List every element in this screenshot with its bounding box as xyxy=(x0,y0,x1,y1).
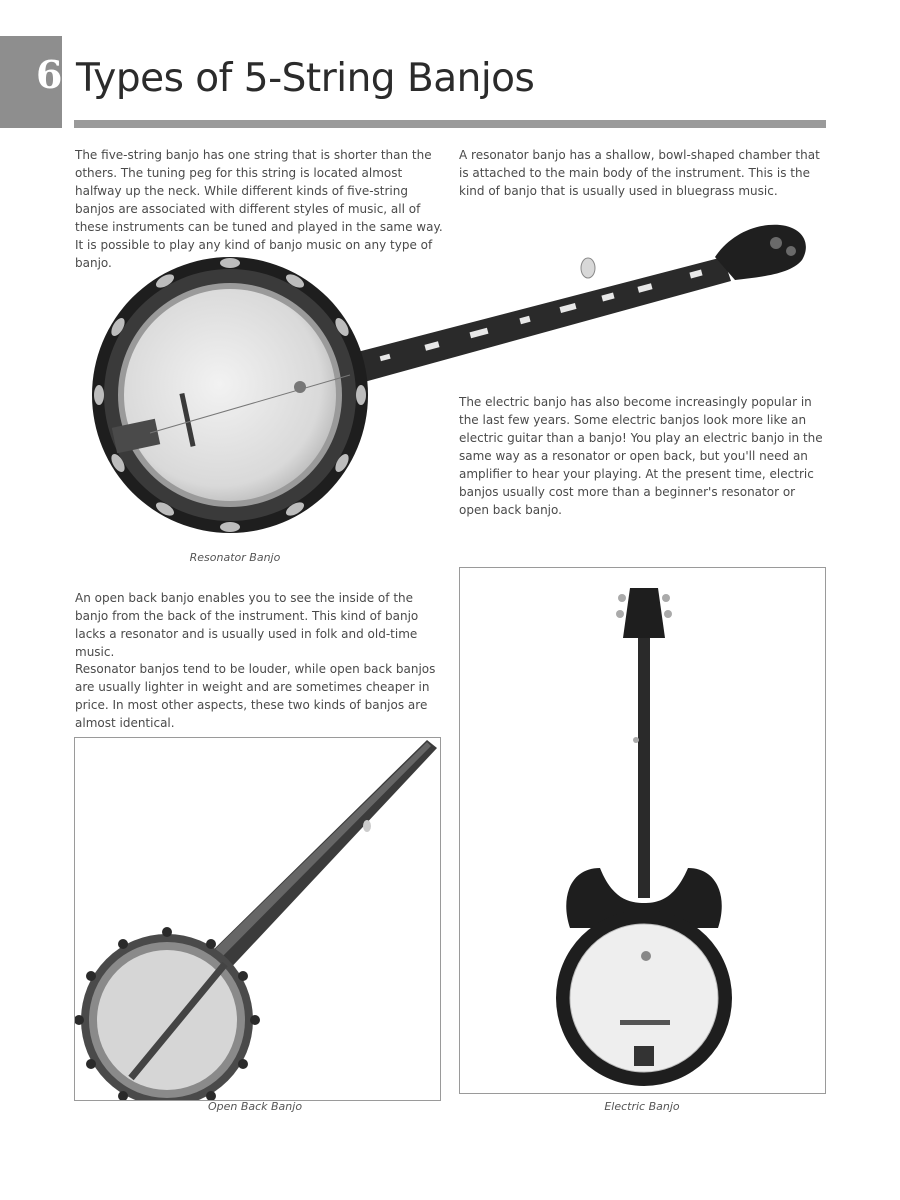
open-back-paragraph: An open back banjo enables you to see the inside of the banjo from the back of the instrument. This kind of banjo lacks a resonator and is usually used in folk and old-time music. xyxy=(75,591,419,659)
resonator-paragraph: A resonator banjo has a shallow, bowl-shaped chamber that is attached to the main body of the instrument. This is the kind of banjo that is usually used in bluegrass music. xyxy=(459,148,820,198)
open-back-banjo-photo xyxy=(75,738,440,1100)
electric-banjo-photo xyxy=(460,568,825,1093)
resonator-banjo-caption: Resonator Banjo xyxy=(189,551,281,564)
open-back-banjo-caption: Open Back Banjo xyxy=(207,1100,303,1113)
intro-paragraph: The five-string banjo has one string that is shorter than the others. The tuning peg for this string is located almost halfway up the neck. While different kinds of five-string banjos are associated with different styles of music, all of these instruments can be tuned and played in the same way. It is possible to play any kind of banjo music on any type of banjo. xyxy=(75,148,443,270)
electric-banjo-caption: Electric Banjo xyxy=(604,1100,680,1113)
open-back-banjo-frame xyxy=(74,737,441,1101)
electric-paragraph: The electric banjo has also become increasingly popular in the last few years. Some electric banjos look more like an electric guitar than a banjo! You play an electric banjo in the same way as a resonator or open back, but you'll need an amplifier to hear your playing. At the present time, electric banjos usually cost more than a beginner's resonator or open back banjo. xyxy=(459,395,823,517)
page-title: Types of 5-String Banjos xyxy=(76,56,535,101)
electric-banjo-frame xyxy=(459,567,826,1094)
chapter-number: 6 xyxy=(36,52,62,97)
title-divider xyxy=(74,120,826,128)
comparison-paragraph: Resonator banjos tend to be louder, while open back banjos are usually lighter in weight and are sometimes cheaper in price. In most other aspects, these two kinds of banjos are almost identical. xyxy=(75,662,436,730)
